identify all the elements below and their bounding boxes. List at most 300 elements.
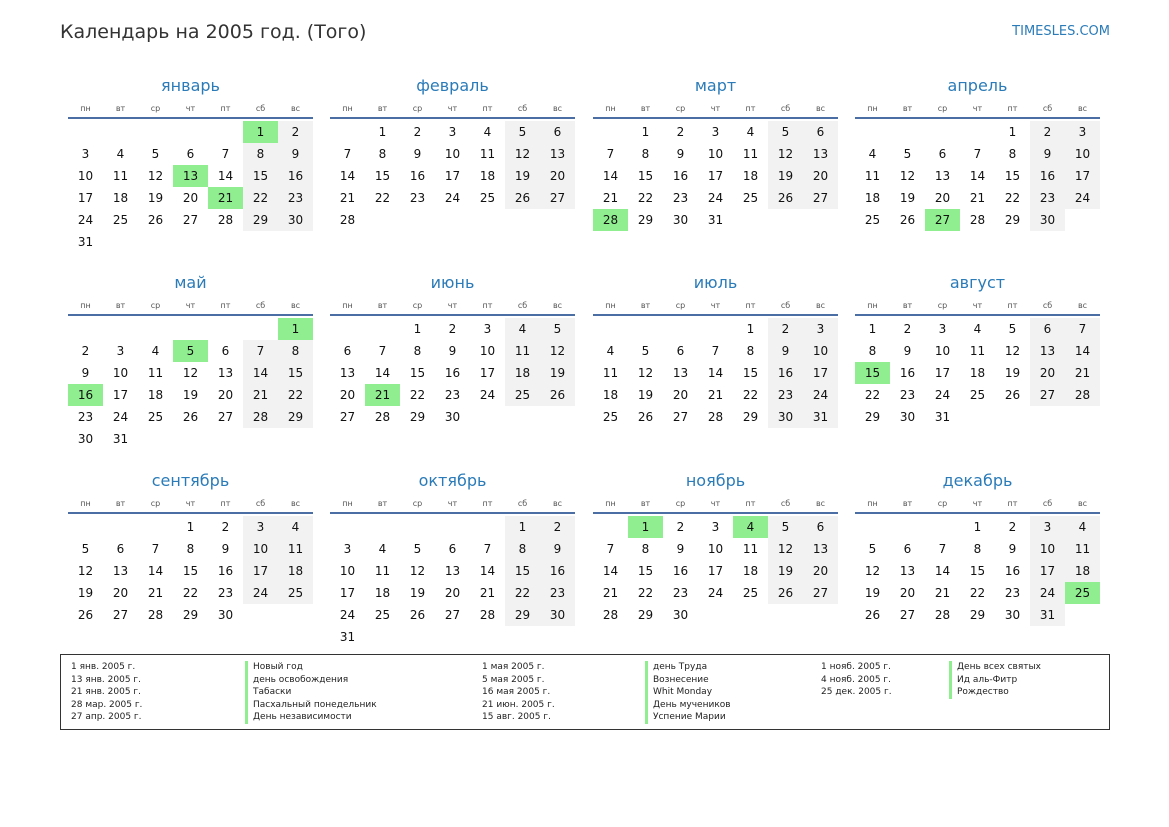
day-cell: 23 [217, 586, 234, 600]
day-cell: 1 [186, 520, 195, 534]
day-cell: 7 [606, 147, 615, 161]
day-cell: 11 [1065, 538, 1100, 560]
weekday-label: пн [867, 104, 878, 113]
day-cell: 14 [339, 169, 356, 183]
day-cell: 2 [448, 322, 457, 336]
day-cell: 30 [899, 410, 916, 424]
day-cell: 24 [1065, 187, 1100, 209]
day-cell: 16 [217, 564, 234, 578]
day-cell: 8 [243, 143, 278, 165]
month-block [593, 74, 838, 227]
day-cell: 17 [1030, 560, 1065, 582]
day-cell: 10 [479, 344, 496, 358]
day-cell: 24 [444, 191, 461, 205]
day-cell: 4 [505, 318, 540, 340]
legend-holiday-name: Успение Марии [645, 711, 731, 724]
day-cell: 26 [864, 608, 881, 622]
day-cell: 18 [374, 586, 391, 600]
day-cell: 28 [243, 406, 278, 428]
day-cell: 18 [112, 191, 129, 205]
weekday-label: вс [1077, 499, 1088, 508]
day-cell: 5 [768, 121, 803, 143]
day-cell: 28 [934, 608, 951, 622]
day-cell: 28 [969, 213, 986, 227]
day-cell: 17 [444, 169, 461, 183]
weekday-label: ср [675, 301, 686, 310]
day-cell: 23 [672, 191, 689, 205]
day-cell: 29 [1004, 213, 1021, 227]
day-cell: 6 [938, 147, 947, 161]
day-cell: 4 [116, 147, 125, 161]
day-cell: 5 [540, 318, 575, 340]
day-cell: 9 [448, 344, 457, 358]
day-cell: 30 [217, 608, 234, 622]
weekday-label: ср [937, 499, 948, 508]
weekday-header [330, 298, 575, 316]
legend-holiday-name: день освобождения [245, 674, 377, 687]
weekday-label: пн [867, 499, 878, 508]
weekday-label: вс [1077, 301, 1088, 310]
weekday-header [68, 496, 313, 514]
day-cell: 3 [803, 318, 838, 340]
legend-holiday-name: Вознесение [645, 674, 731, 687]
day-cell: 1 [973, 520, 982, 534]
day-cell: 29 [864, 410, 881, 424]
page-title: Календарь на 2005 год. (Того) [60, 21, 367, 43]
legend-date: 25 дек. 2005 г. [821, 687, 892, 697]
day-cell: 11 [374, 564, 391, 578]
day-cell: 6 [803, 516, 838, 538]
day-cell: 16 [672, 564, 689, 578]
day-cell: 18 [742, 169, 759, 183]
day-cell: 26 [182, 410, 199, 424]
day-cell: 25 [742, 191, 759, 205]
day-cell: 7 [343, 147, 352, 161]
day-cell: 26 [768, 187, 803, 209]
weekday-label: пт [745, 104, 756, 113]
day-cell: 26 [540, 384, 575, 406]
day-cell: 21 [1065, 362, 1100, 384]
weekday-label: пн [867, 301, 878, 310]
day-cell: 13 [1030, 340, 1065, 362]
day-cell: 5 [903, 147, 912, 161]
day-cell: 21 [602, 586, 619, 600]
weekday-label: ср [150, 104, 161, 113]
day-cell: 17 [243, 560, 278, 582]
day-cell: 21 [934, 586, 951, 600]
day-cell: 10 [77, 169, 94, 183]
weekday-label: ср [150, 499, 161, 508]
day-cell: 17 [112, 388, 129, 402]
legend-date: 4 нояб. 2005 г. [821, 674, 892, 685]
weekday-label: ср [412, 499, 423, 508]
day-cell: 4 [278, 516, 313, 538]
weekday-label: чт [447, 301, 458, 310]
day-cell: 19 [899, 191, 916, 205]
month-block [68, 271, 313, 446]
day-cell: 5 [1008, 322, 1017, 336]
month-name: май [174, 273, 207, 292]
day-cell: 28 [602, 608, 619, 622]
day-cell: 14 [479, 564, 496, 578]
day-cell: 8 [868, 344, 877, 358]
day-cell: 8 [186, 542, 195, 556]
weekday-label: пт [220, 499, 231, 508]
month-name: июнь [430, 273, 475, 292]
weekday-header [593, 101, 838, 119]
weekday-label: сб [517, 499, 528, 508]
day-cell: 8 [505, 538, 540, 560]
day-cell: 4 [151, 344, 160, 358]
day-cell: 27 [217, 410, 234, 424]
month-block [330, 74, 575, 227]
day-cell: 8 [746, 344, 755, 358]
day-cell: 12 [768, 538, 803, 560]
legend-date: 1 янв. 2005 г. [71, 662, 136, 672]
day-cell: 15 [409, 366, 426, 380]
day-cell: 9 [676, 147, 685, 161]
weekday-header [855, 101, 1100, 119]
day-cell: 28 [147, 608, 164, 622]
day-cell: 16 [540, 560, 575, 582]
legend-holiday-name: День мучеников [645, 699, 731, 712]
day-cell: 25 [742, 586, 759, 600]
day-cell: 2 [903, 322, 912, 336]
weekday-label: пн [80, 301, 91, 310]
day-cell: 16 [768, 362, 803, 384]
weekday-label: вт [902, 301, 913, 310]
day-cell: 2 [768, 318, 803, 340]
day-cell: 22 [864, 388, 881, 402]
day-cell: 9 [768, 340, 803, 362]
month-name: март [694, 76, 737, 95]
day-cell: 28 [217, 213, 234, 227]
day-cell: 9 [1030, 143, 1065, 165]
weekday-label: пт [1007, 301, 1018, 310]
day-cell: 24 [479, 388, 496, 402]
weekday-header [855, 298, 1100, 316]
legend-holiday-name: День всех святых [949, 661, 1041, 674]
legend-date: 16 мая 2005 г. [482, 687, 551, 697]
weekday-label: вт [377, 104, 388, 113]
day-cell: 16 [278, 165, 313, 187]
weekday-label: сб [255, 499, 266, 508]
weekday-label: вт [640, 104, 651, 113]
day-cell: 23 [1030, 187, 1065, 209]
weekday-label: чт [710, 301, 721, 310]
day-cell: 22 [1004, 191, 1021, 205]
day-cell: 1 [505, 516, 540, 538]
day-cell: 3 [1030, 516, 1065, 538]
day-cell: 6 [448, 542, 457, 556]
legend-holiday-name: Табаски [245, 686, 377, 699]
day-cell: 18 [479, 169, 496, 183]
legend-date: 21 июн. 2005 г. [482, 699, 555, 710]
weekday-label: вт [377, 301, 388, 310]
month-block [330, 271, 575, 424]
holiday-day-cell: 4 [733, 516, 768, 538]
day-cell: 19 [182, 388, 199, 402]
weekday-label: чт [972, 499, 983, 508]
day-cell: 23 [672, 586, 689, 600]
day-cell: 15 [1004, 169, 1021, 183]
day-cell: 25 [969, 388, 986, 402]
holiday-day-cell: 28 [593, 209, 628, 231]
day-cell: 14 [217, 169, 234, 183]
day-cell: 17 [803, 362, 838, 384]
day-cell: 20 [672, 388, 689, 402]
day-cell: 24 [707, 586, 724, 600]
weekday-label: ср [675, 104, 686, 113]
day-cell: 26 [147, 213, 164, 227]
day-cell: 5 [868, 542, 877, 556]
day-cell: 3 [116, 344, 125, 358]
weekday-label: ср [937, 301, 948, 310]
day-cell: 4 [606, 344, 615, 358]
day-cell: 9 [81, 366, 90, 380]
weekday-label: пт [482, 104, 493, 113]
day-cell: 30 [1004, 608, 1021, 622]
day-cell: 31 [934, 410, 951, 424]
day-cell: 26 [637, 410, 654, 424]
day-cell: 24 [339, 608, 356, 622]
month-block [593, 271, 838, 424]
day-cell: 30 [540, 604, 575, 626]
legend-date: 21 янв. 2005 г. [71, 687, 141, 697]
day-cell: 7 [1065, 318, 1100, 340]
day-cell: 18 [505, 362, 540, 384]
day-cell: 14 [374, 366, 391, 380]
weekday-label: вс [815, 499, 826, 508]
legend-names [645, 661, 731, 724]
weekday-label: сб [255, 301, 266, 310]
day-cell: 15 [374, 169, 391, 183]
weekday-label: чт [447, 104, 458, 113]
weekday-label: ср [412, 104, 423, 113]
day-cell: 27 [540, 187, 575, 209]
day-cell: 11 [742, 147, 759, 161]
day-cell: 1 [868, 322, 877, 336]
day-cell: 22 [742, 388, 759, 402]
day-cell: 26 [409, 608, 426, 622]
day-cell: 8 [378, 147, 387, 161]
day-cell: 8 [1008, 147, 1017, 161]
day-cell: 12 [637, 366, 654, 380]
month-block [68, 469, 313, 622]
holiday-day-cell: 1 [243, 121, 278, 143]
day-cell: 6 [903, 542, 912, 556]
day-cell: 6 [343, 344, 352, 358]
weekday-label: вт [115, 104, 126, 113]
day-cell: 13 [217, 366, 234, 380]
weekday-label: чт [972, 104, 983, 113]
day-cell: 25 [278, 582, 313, 604]
weekday-label: чт [447, 499, 458, 508]
day-cell: 20 [934, 191, 951, 205]
weekday-label: ср [150, 301, 161, 310]
day-cell: 5 [413, 542, 422, 556]
day-cell: 1 [1008, 125, 1017, 139]
day-cell: 7 [938, 542, 947, 556]
day-cell: 12 [409, 564, 426, 578]
weekday-label: вт [902, 104, 913, 113]
day-cell: 1 [641, 125, 650, 139]
day-cell: 27 [339, 410, 356, 424]
day-cell: 23 [1004, 586, 1021, 600]
weekday-label: пн [342, 104, 353, 113]
legend-date: 1 мая 2005 г. [482, 662, 545, 672]
weekday-label: пн [342, 301, 353, 310]
day-cell: 15 [637, 169, 654, 183]
weekday-label: ср [937, 104, 948, 113]
day-cell: 14 [602, 169, 619, 183]
day-cell: 13 [934, 169, 951, 183]
day-cell: 23 [77, 410, 94, 424]
day-cell: 17 [479, 366, 496, 380]
day-cell: 13 [899, 564, 916, 578]
month-name: октябрь [418, 471, 487, 490]
day-cell: 12 [77, 564, 94, 578]
month-block [68, 74, 313, 249]
day-cell: 22 [409, 388, 426, 402]
day-cell: 6 [1030, 318, 1065, 340]
day-cell: 19 [1004, 366, 1021, 380]
day-cell: 2 [676, 125, 685, 139]
day-cell: 3 [938, 322, 947, 336]
day-cell: 24 [707, 191, 724, 205]
legend-holiday-name: Whit Monday [645, 686, 731, 699]
day-cell: 19 [768, 165, 803, 187]
day-cell: 11 [602, 366, 619, 380]
day-cell: 23 [409, 191, 426, 205]
day-cell: 24 [77, 213, 94, 227]
day-cell: 12 [864, 564, 881, 578]
day-cell: 2 [81, 344, 90, 358]
day-cell: 9 [413, 147, 422, 161]
day-cell: 5 [151, 147, 160, 161]
day-cell: 21 [339, 191, 356, 205]
day-cell: 23 [768, 384, 803, 406]
legend-dates [821, 661, 892, 699]
day-cell: 30 [672, 213, 689, 227]
day-cell: 11 [278, 538, 313, 560]
day-cell: 20 [339, 388, 356, 402]
weekday-label: вт [902, 499, 913, 508]
day-cell: 4 [483, 125, 492, 139]
day-cell: 30 [278, 209, 313, 231]
weekday-label: вс [552, 301, 563, 310]
day-cell: 25 [374, 608, 391, 622]
month-name: август [949, 273, 1006, 292]
legend-date: 15 авг. 2005 г. [482, 712, 551, 722]
day-cell: 13 [803, 143, 838, 165]
day-cell: 14 [934, 564, 951, 578]
weekday-label: чт [185, 499, 196, 508]
day-cell: 24 [243, 582, 278, 604]
day-cell: 5 [768, 516, 803, 538]
day-cell: 7 [711, 344, 720, 358]
day-cell: 9 [903, 344, 912, 358]
day-cell: 12 [899, 169, 916, 183]
day-cell: 29 [637, 608, 654, 622]
day-cell: 8 [641, 542, 650, 556]
day-cell: 10 [803, 340, 838, 362]
day-cell: 15 [278, 362, 313, 384]
weekday-label: вт [115, 499, 126, 508]
weekday-label: вс [290, 104, 301, 113]
day-cell: 13 [672, 366, 689, 380]
day-cell: 2 [540, 516, 575, 538]
month-name: февраль [416, 76, 489, 95]
day-cell: 7 [973, 147, 982, 161]
day-cell: 19 [768, 560, 803, 582]
day-cell: 21 [147, 586, 164, 600]
month-name: сентябрь [151, 471, 230, 490]
day-cell: 18 [147, 388, 164, 402]
weekday-label: сб [517, 301, 528, 310]
weekday-header [68, 101, 313, 119]
weekday-label: вт [115, 301, 126, 310]
holiday-day-cell: 27 [925, 209, 960, 231]
day-cell: 28 [1065, 384, 1100, 406]
day-cell: 23 [899, 388, 916, 402]
day-cell: 10 [339, 564, 356, 578]
day-cell: 15 [742, 366, 759, 380]
holiday-day-cell: 21 [208, 187, 243, 209]
day-cell: 6 [116, 542, 125, 556]
day-cell: 20 [182, 191, 199, 205]
day-cell: 22 [637, 586, 654, 600]
day-cell: 4 [378, 542, 387, 556]
day-cell: 9 [676, 542, 685, 556]
month-name: декабрь [942, 471, 1013, 490]
holiday-day-cell: 5 [173, 340, 208, 362]
day-cell: 26 [768, 582, 803, 604]
day-cell: 29 [243, 209, 278, 231]
day-cell: 25 [602, 410, 619, 424]
day-cell: 19 [409, 586, 426, 600]
day-cell: 12 [505, 143, 540, 165]
day-cell: 5 [505, 121, 540, 143]
day-cell: 5 [81, 542, 90, 556]
day-cell: 10 [1065, 143, 1100, 165]
day-cell: 30 [77, 432, 94, 446]
holiday-day-cell: 25 [1065, 582, 1100, 604]
day-cell: 12 [540, 340, 575, 362]
site-link[interactable]: TIMESLES.COM [1012, 24, 1110, 39]
legend-date: 1 нояб. 2005 г. [821, 662, 892, 672]
day-cell: 30 [672, 608, 689, 622]
day-cell: 3 [343, 542, 352, 556]
day-cell: 12 [1004, 344, 1021, 358]
legend-date: 28 мар. 2005 г. [71, 699, 143, 710]
day-cell: 25 [505, 384, 540, 406]
day-cell: 22 [182, 586, 199, 600]
day-cell: 26 [1004, 388, 1021, 402]
weekday-label: пн [605, 104, 616, 113]
day-cell: 3 [1065, 121, 1100, 143]
day-cell: 21 [969, 191, 986, 205]
day-cell: 27 [899, 608, 916, 622]
day-cell: 18 [278, 560, 313, 582]
day-cell: 17 [77, 191, 94, 205]
holiday-day-cell: 21 [365, 384, 400, 406]
day-cell: 6 [803, 121, 838, 143]
day-cell: 17 [339, 586, 356, 600]
weekday-label: пт [1007, 104, 1018, 113]
day-cell: 11 [969, 344, 986, 358]
day-cell: 18 [1065, 560, 1100, 582]
